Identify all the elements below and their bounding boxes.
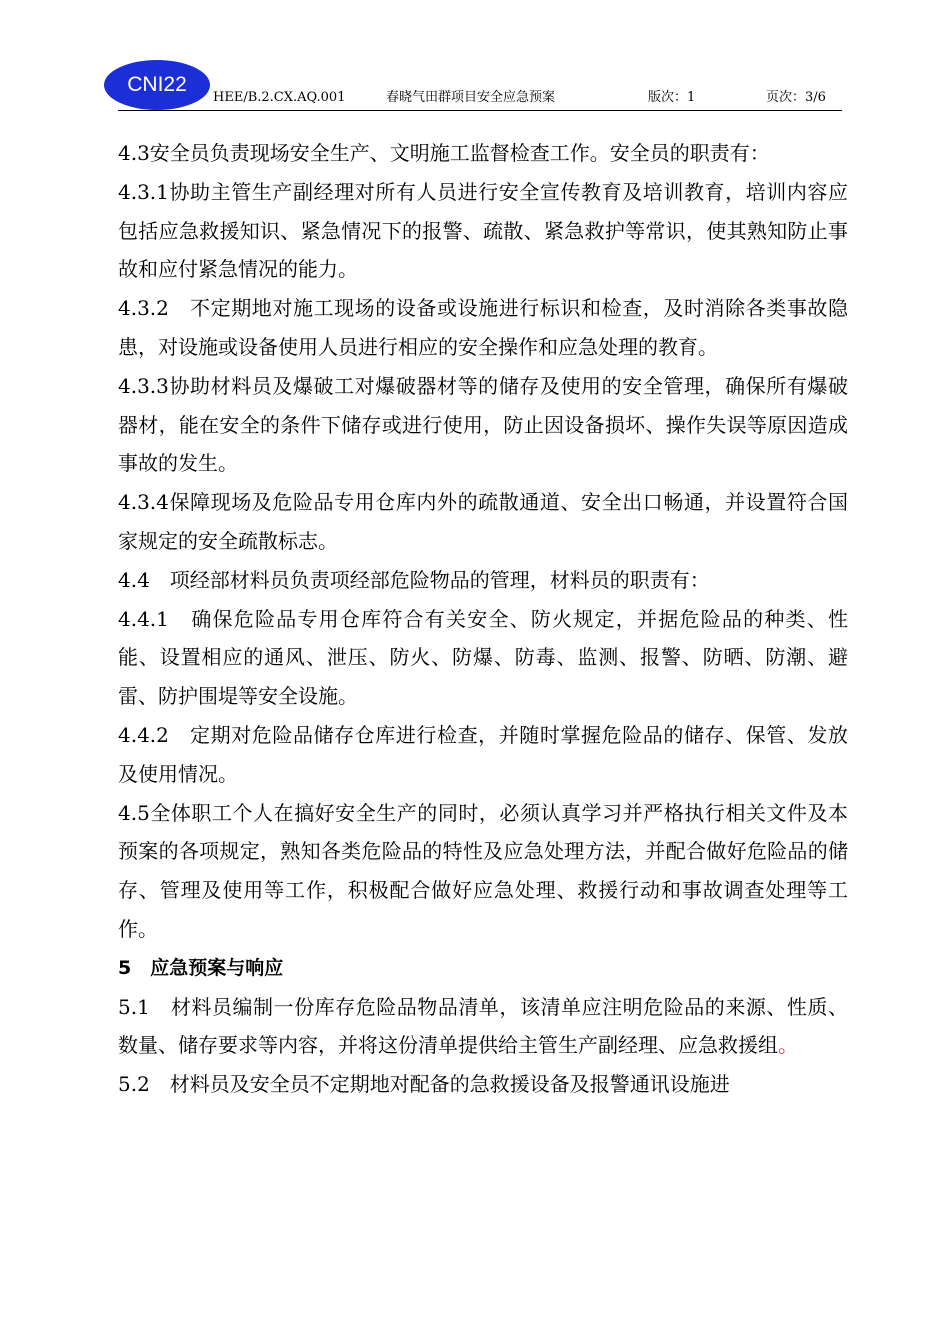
paragraph-4-3: 4.3安全员负责现场安全生产、文明施工监督检查工作。安全员的职责有： (118, 141, 770, 165)
page-number: 页次：3/6 (766, 90, 826, 105)
paragraph-4-3-3: 4.3.3协助材料员及爆破工对爆破器材等的储存及使用的安全管理，确保所有爆破器材，能在安全的条件下储存或进行使用，防止因设备损坏、操作失误等原因造成事故的发生。 (118, 373, 848, 476)
paragraph-4-3-1: 4.3.1协助主管生产副经理对所有人员进行安全宣传教育及培训教育，培训内容应包括应急救援知识、紧急情况下的报警、疏散、紧急救护等常识，使其熟知防止事故和应付紧急情况的能力。 (118, 179, 848, 282)
logo-text: CNI22 (127, 73, 187, 96)
paragraph-4-4-2: 4.4.2 定期对危险品储存仓库进行检查，并随时掌握危险品的储存、保管、发放及使用情况。 (118, 722, 848, 786)
paragraph-4-5: 4.5全体职工个人在搞好安全生产的同时，必须认真学习并严格执行相关文件及本预案的各项规定，熟知各类危险品的特性及应急处理方法，并配合做好危险品的储存、管理及使用等工作，积极配合做好应急处理、救援行动和事故调查处理等工作。 (118, 800, 848, 941)
doc-title: 春晓气田群项目安全应急预案 (386, 90, 556, 105)
paragraph-5-1-end: 。 (778, 1033, 798, 1058)
company-logo (104, 60, 210, 110)
paragraph-4-4: 4.4 项经部材料员负责项经部危险物品的管理，材料员的职责有： (118, 567, 710, 592)
section-5-heading: 5 应急预案与响应 (118, 956, 284, 979)
paragraph-5-1 (118, 988, 848, 1066)
header-divider (118, 110, 842, 111)
paragraph-4-3-4: 4.3.4保障现场及危险品专用仓库内外的疏散通道、安全出口畅通，并设置符合国家规定的安全疏散标志。 (118, 490, 848, 553)
doc-code: HEE/B.2.CX.AQ.001 (213, 90, 346, 105)
doc-version: 版次：1 (648, 90, 696, 105)
document-body (118, 134, 848, 1104)
paragraph-4-4-1: 4.4.1 确保危险品专用仓库符合有关安全、防火规定，并据危险品的种类、性能、设置相应的通风、泄压、防火、防爆、防毒、监测、报警、防晒、防潮、避雷、防护围堤等安全设施。 (118, 606, 848, 709)
paragraph-5-1-text: 5.1 材料员编制一份库存危险品物品清单，该清单应注明危险品的来源、性质、数量、储存要求等内容，并将这份清单提供给主管生产副经理、应急救援组 (118, 994, 848, 1058)
paragraph-4-3-2: 4.3.2 不定期地对施工现场的设备或设施进行标识和检查，及时消除各类事故隐患，对设施或设备使用人员进行相应的安全操作和应急处理的教育。 (118, 296, 848, 359)
paragraph-5-2: 5.2 材料员及安全员不定期地对配备的急救援设备及报警通讯设施进 (118, 1072, 730, 1097)
